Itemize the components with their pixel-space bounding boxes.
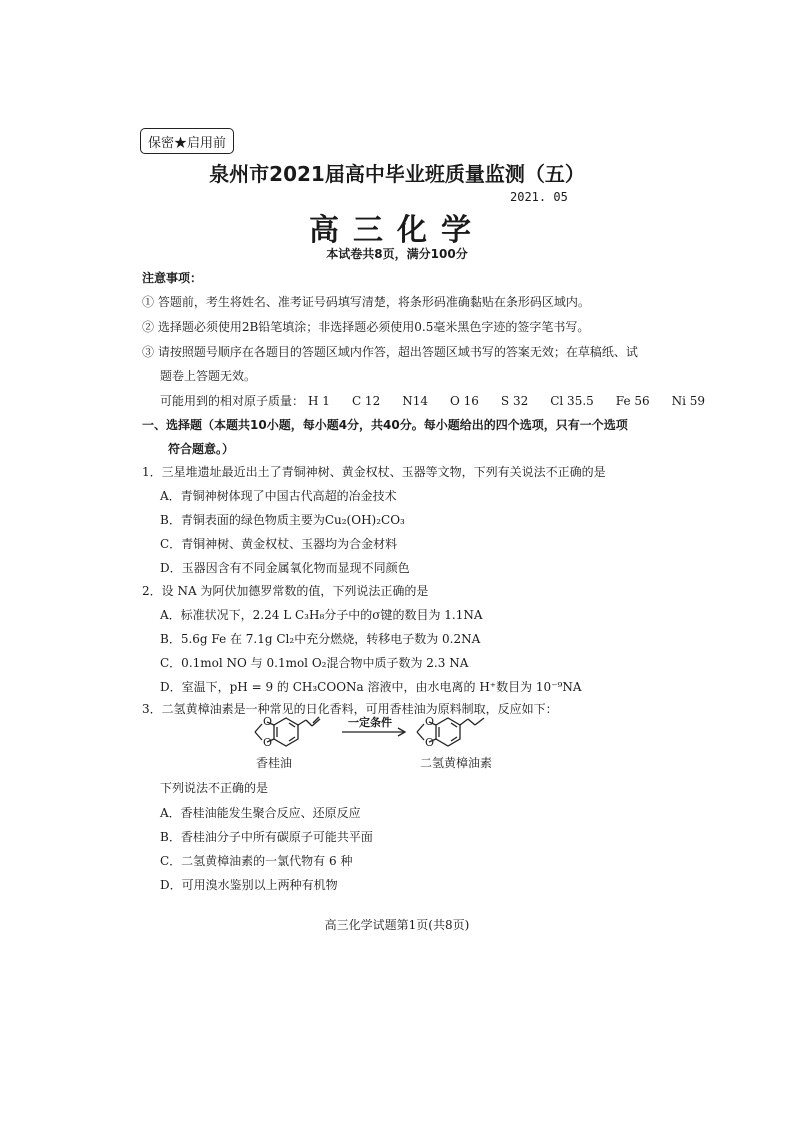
- page-footer: 高三化学试题第1页(共8页): [324, 918, 470, 932]
- q1-option-c: C．青铜神树、黄金权杖、玉器均为合金材料: [160, 537, 398, 551]
- note-item-2: ② 选择题必须使用2B铅笔填涂；非选择题必须使用0.5毫米黑色字迹的签字笔书写。: [142, 320, 590, 334]
- svg-text:O: O: [425, 736, 435, 749]
- reaction-condition: 一定条件: [348, 716, 392, 729]
- svg-text:O: O: [425, 715, 435, 728]
- q2-option-b: B．5.6g Fe 在 7.1g Cl₂中充分燃烧，转移电子数为 0.2NA: [160, 632, 481, 646]
- exam-title: 泉州市2021届高中毕业班质量监测（五）: [209, 162, 585, 186]
- note-item-3-cont: 题卷上答题无效。: [160, 369, 257, 383]
- exam-date: 2021. 05: [510, 190, 568, 204]
- note-item-1: ① 答题前，考生将姓名、准考证号码填写清楚，将条形码准确黏贴在条形码区域内。: [142, 295, 590, 309]
- svg-text:O: O: [263, 715, 273, 728]
- reactant-label: 香桂油: [256, 756, 293, 770]
- atomic-masses-label: 可能用到的相对原子质量：: [160, 394, 305, 408]
- q3-stem: 3．二氢黄樟油素是一种常见的日化香料，可用香桂油为原料制取，反应如下：: [142, 702, 558, 716]
- confidential-label: 保密★启用前: [140, 128, 234, 154]
- atomic-masses: 可能用到的相对原子质量： H 1 C 12 N14 O 16 S 32 Cl 35.5 Fe 56 Ni 59: [160, 394, 706, 408]
- q3-option-b: B．香桂油分子中所有碳原子可能共平面: [160, 830, 373, 844]
- q1-stem: 1．三星堆遗址最近出土了青铜神树、黄金权杖、玉器等文物，下列有关说法不正确的是: [142, 465, 606, 479]
- q3-option-d: D．可用溴水鉴别以上两种有机物: [160, 878, 338, 892]
- section-1-heading: 一、选择题（本题共10小题，每小题4分，共40分。每小题给出的四个选项，只有一个选项: [142, 418, 628, 432]
- q2-stem: 2．设 NA 为阿伏加德罗常数的值，下列说法正确的是: [142, 584, 429, 598]
- svg-text:O: O: [263, 736, 273, 749]
- notes-heading: 注意事项：: [142, 271, 203, 285]
- q3-option-c: C．二氢黄樟油素的一氯代物有 6 种: [160, 854, 353, 868]
- q2-option-d: D．室温下，pH = 9 的 CH₃COONa 溶液中，由水电离的 H⁺数目为 10⁻⁹NA: [160, 680, 582, 694]
- q2-option-c: C．0.1mol NO 与 0.1mol O₂混合物中质子数为 2.3 NA: [160, 656, 469, 670]
- exam-subtitle: 本试卷共8页，满分100分: [326, 247, 468, 261]
- q1-option-a: A．青铜神树体现了中国古代高超的冶金技术: [160, 489, 397, 503]
- q3-option-a: A．香桂油能发生聚合反应、还原反应: [160, 806, 361, 820]
- subject-title: 高三化学: [309, 213, 485, 248]
- q2-option-a: A．标准状况下，2.24 L C₃H₈分子中的σ键的数目为 1.1NA: [160, 608, 483, 622]
- q1-option-d: D．玉器因含有不同金属氧化物而显现不同颜色: [160, 561, 410, 575]
- q1-option-b: B．青铜表面的绿色物质主要为Cu₂(OH)₂CO₃: [160, 513, 405, 527]
- product-label: 二氢黄樟油素: [420, 756, 493, 770]
- note-item-3: ③ 请按照题号顺序在各题目的答题区域内作答，超出答题区域书写的答案无效；在草稿纸、试: [142, 345, 638, 359]
- q3-question: 下列说法不正确的是: [160, 781, 269, 795]
- section-1-heading-cont: 符合题意。）: [168, 442, 235, 456]
